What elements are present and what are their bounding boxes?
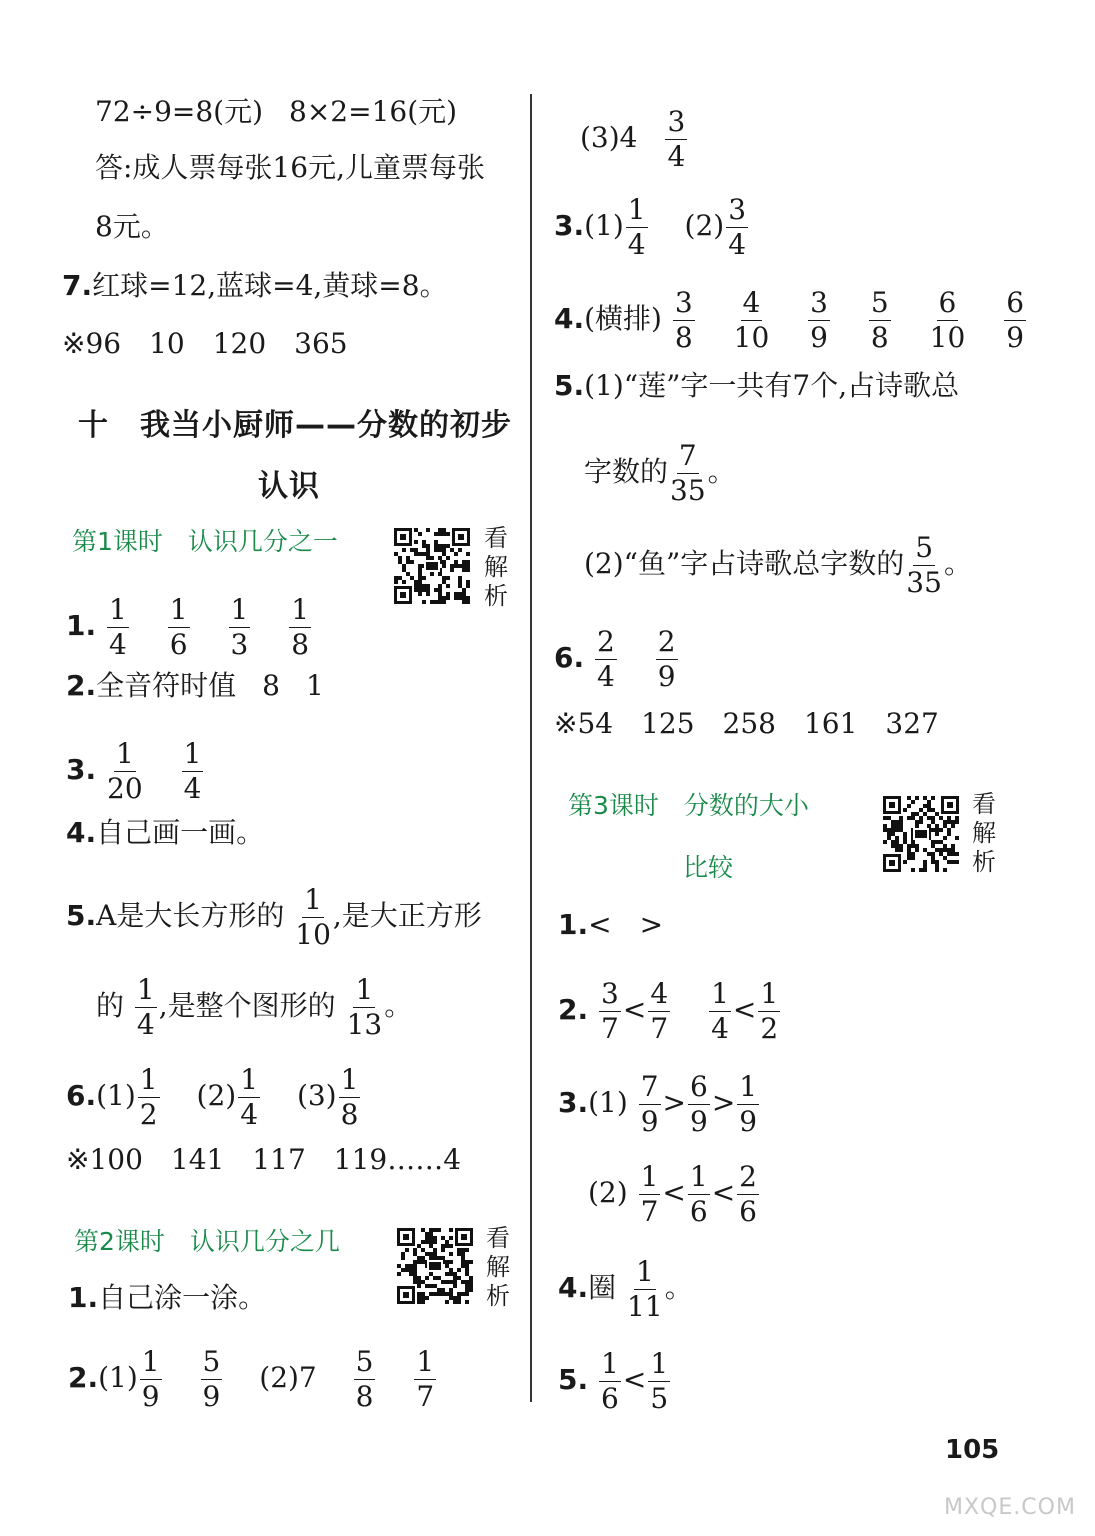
q-number: 2.	[66, 669, 97, 702]
qr-code-icon[interactable]	[883, 796, 959, 872]
r-question-5	[554, 366, 959, 406]
q-text: 。	[664, 1271, 693, 1304]
fraction: $\frac{1}{20}$	[107, 737, 143, 805]
fraction: $\frac{3}{4}$	[667, 105, 686, 173]
fraction: $\frac{3}{7}$	[601, 977, 619, 1045]
fraction: $\frac{1}{4}$	[240, 1063, 259, 1131]
fraction: $\frac{1}{4}$	[109, 593, 127, 661]
fraction: $\frac{1}{4}$	[627, 193, 646, 261]
fraction: $\frac{1}{2}$	[139, 1063, 158, 1131]
qr-label-char: 看	[484, 524, 508, 552]
q-number: 5.	[66, 899, 97, 932]
column-divider	[530, 94, 532, 1402]
fraction: $\frac{5}{9}$	[202, 1345, 221, 1413]
fraction: $\frac{1}{7}$	[416, 1345, 435, 1413]
q-part: (1)	[96, 1079, 136, 1112]
comparison-sign: >	[711, 1086, 736, 1119]
qr-label	[486, 1224, 510, 1311]
lesson-1-title: 第1课时 认识几分之一	[72, 527, 338, 556]
l1-question-4	[66, 813, 264, 853]
q-value: 8	[262, 669, 280, 702]
fraction: $\frac{1}{6}$	[689, 1160, 708, 1228]
fraction: $\frac{3}{9}$	[810, 286, 828, 354]
q-text: 。	[384, 989, 413, 1022]
q-number: 6.	[66, 1079, 97, 1112]
q-number: 4.	[66, 816, 97, 849]
fraction: $\frac{1}{8}$	[291, 593, 310, 661]
q-number: 2.	[558, 993, 589, 1026]
l1-question-5-cont	[96, 973, 413, 1041]
q-part: (2)	[588, 1176, 628, 1209]
l2-question-1	[68, 1278, 266, 1318]
l3-question-4	[558, 1255, 693, 1323]
fraction: $\frac{3}{4}$	[728, 193, 747, 261]
answer-line-1: 答:成人票每张16元,儿童票每张	[95, 151, 485, 184]
lesson-3-title-cont: 比较	[683, 853, 734, 882]
qr-label	[484, 524, 508, 611]
fraction: $\frac{1}{5}$	[650, 1347, 669, 1415]
q-number: 7.	[62, 269, 93, 302]
fraction: $\frac{1}{4}$	[183, 737, 202, 805]
l3-question-3	[558, 1070, 761, 1138]
qr-label-char: 析	[484, 582, 508, 610]
q-text: 的	[96, 989, 125, 1022]
fraction: $\frac{1}{8}$	[340, 1063, 359, 1131]
fraction: $\frac{2}{6}$	[739, 1160, 757, 1228]
l3-question-5	[558, 1347, 672, 1415]
q-number: 3.	[558, 1086, 589, 1119]
fraction: $\frac{1}{7}$	[640, 1160, 659, 1228]
fraction: $\frac{1}{4}$	[711, 977, 729, 1045]
calc-line	[95, 92, 457, 132]
qr-label-char: 解	[484, 553, 508, 581]
fraction: $\frac{7}{35}$	[670, 439, 706, 507]
l3-question-2	[558, 977, 782, 1045]
lesson-2-title: 第2课时 认识几分之几	[74, 1227, 340, 1256]
section-title: 十 我当小厨师——分数的初步	[78, 408, 512, 443]
q-number: 4.	[554, 302, 585, 335]
q-text: < >	[588, 908, 664, 941]
l2-question-2	[68, 1345, 438, 1413]
fraction: $\frac{1}{11}$	[627, 1255, 663, 1323]
l3-question-1	[558, 905, 663, 945]
fraction: $\frac{1}{9}$	[141, 1345, 160, 1413]
q-text: (2)“鱼”字占诗歌总字数的	[584, 547, 905, 580]
r-part-3	[580, 105, 689, 173]
q-number: 3.	[554, 209, 585, 242]
q-part: (3)4	[580, 121, 638, 154]
qr-label-char: 析	[486, 1282, 510, 1310]
q-text: 红球=12,蓝球=4,黄球=8。	[92, 269, 448, 302]
qr-label-char: 解	[486, 1253, 510, 1281]
q-text: 圈	[588, 1271, 617, 1304]
fraction: $\frac{2}{9}$	[657, 625, 676, 693]
watermark: MXQE.COM	[944, 1495, 1076, 1520]
q-number: 6.	[554, 641, 585, 674]
q-text: ,是大正方形	[332, 899, 482, 932]
q-number: 1.	[68, 1281, 99, 1314]
q-part: (1)	[584, 209, 624, 242]
r-question-6	[554, 625, 680, 693]
section-subtitle: 认识	[258, 469, 320, 504]
fraction: $\frac{1}{4}$	[136, 973, 155, 1041]
l1-question-2	[66, 666, 324, 706]
fraction: $\frac{1}{13}$	[346, 973, 383, 1041]
bonus-line-3: ※54 125 258 161 327	[554, 707, 939, 740]
lesson-3-title: 第3课时 分数的大小	[568, 791, 809, 820]
q-text: 。	[707, 455, 736, 488]
comparison-sign: >	[662, 1086, 686, 1119]
q-text: 字数的	[584, 455, 669, 488]
q-part: (2)	[684, 209, 725, 242]
qr-label-char: 看	[486, 1224, 510, 1252]
q-number: 5.	[554, 369, 585, 402]
fraction: $\frac{4}{7}$	[650, 977, 669, 1045]
fraction: $\frac{1}{3}$	[230, 593, 249, 661]
q-part: (1)	[588, 1086, 628, 1119]
q-number: 3.	[66, 753, 97, 786]
q-text: (横排)	[584, 302, 662, 335]
comparison-sign: <	[662, 1176, 686, 1209]
qr-code-icon[interactable]	[397, 1228, 473, 1304]
qr-code-icon[interactable]	[394, 528, 470, 604]
fraction: $\frac{1}{2}$	[760, 977, 779, 1045]
comparison-sign: <	[732, 993, 757, 1026]
l1-question-1	[66, 593, 313, 661]
bonus-line-1: ※96 10 120 365	[62, 327, 348, 360]
q-number: 1.	[558, 908, 589, 941]
r-question-5-part2	[584, 531, 972, 599]
fraction: $\frac{6}{9}$	[1006, 286, 1025, 354]
q-part: (3)	[296, 1079, 337, 1112]
q-text: A是大长方形的	[96, 899, 285, 932]
q-number: 4.	[558, 1271, 589, 1304]
qr-label-char: 析	[972, 848, 996, 876]
r-question-4	[554, 286, 1028, 354]
q-text: 自己画一画。	[96, 816, 265, 849]
l1-question-5	[66, 883, 482, 951]
qr-label-char: 解	[972, 819, 996, 847]
fraction: $\frac{4}{10}$	[733, 286, 770, 354]
q-text: 。	[943, 547, 972, 580]
answer-line-2: 8元。	[95, 210, 169, 243]
q-number: 5.	[558, 1363, 589, 1396]
l3-question-3-part2	[588, 1160, 761, 1228]
fraction: $\frac{1}{9}$	[739, 1070, 758, 1138]
q-part: (2)	[196, 1079, 237, 1112]
page-number: 105	[945, 1435, 1000, 1465]
r-question-3	[554, 193, 750, 261]
calc-a: 72÷9=8(元)	[95, 95, 264, 128]
fraction: $\frac{1}{10}$	[295, 883, 331, 951]
qr-label-char: 看	[972, 790, 996, 818]
q-value: 1	[305, 669, 324, 702]
q-text: (1)“莲”字一共有7个,占诗歌总	[584, 369, 960, 402]
q-part: (2)7	[259, 1361, 317, 1394]
comparison-sign: <	[711, 1176, 736, 1209]
r-question-5-cont	[584, 439, 736, 507]
q-part: (1)	[98, 1361, 138, 1394]
comparison-sign: <	[622, 993, 647, 1026]
qr-label	[972, 790, 996, 877]
fraction: $\frac{6}{9}$	[690, 1070, 708, 1138]
q-text: 全音符时值	[96, 669, 237, 702]
fraction: $\frac{1}{6}$	[169, 593, 188, 661]
q-number: 1.	[66, 609, 97, 642]
l1-question-3	[66, 737, 205, 805]
comparison-sign: <	[622, 1363, 647, 1396]
fraction: $\frac{5}{8}$	[355, 1345, 374, 1413]
bonus-line-2: ※100 141 117 119……4	[66, 1143, 462, 1176]
q-text: 自己涂一涂。	[98, 1281, 267, 1314]
calc-b: 8×2=16(元)	[289, 95, 458, 128]
question-7	[62, 266, 448, 306]
fraction: $\frac{5}{8}$	[870, 286, 889, 354]
q-text: ,是整个图形的	[158, 989, 336, 1022]
fraction: $\frac{3}{8}$	[674, 286, 693, 354]
fraction: $\frac{2}{4}$	[597, 625, 615, 693]
l1-question-6	[66, 1063, 362, 1131]
fraction: $\frac{1}{6}$	[601, 1347, 619, 1415]
fraction: $\frac{5}{35}$	[906, 531, 942, 599]
fraction: $\frac{7}{9}$	[640, 1070, 659, 1138]
q-number: 2.	[68, 1361, 99, 1394]
fraction: $\frac{6}{10}$	[929, 286, 966, 354]
